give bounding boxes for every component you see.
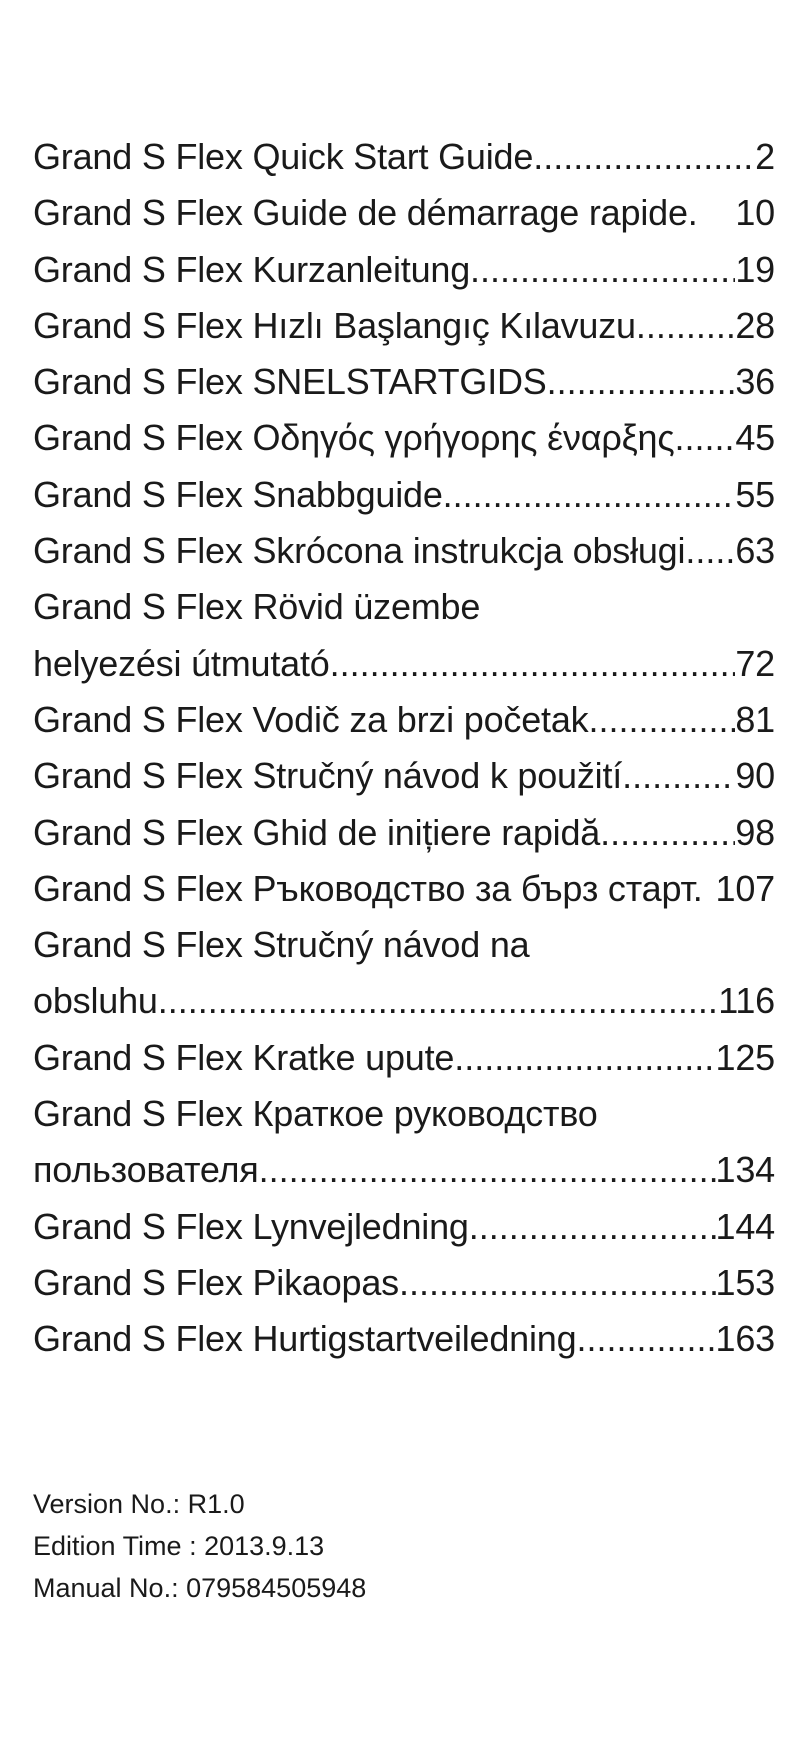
toc-entry [33,1311,775,1367]
toc-entry [33,579,775,635]
toc-entry [33,523,775,579]
toc-entry-title: Grand S Flex Lynvejledning [33,1205,469,1247]
toc-entry [33,973,775,1029]
toc-entry [33,861,775,917]
toc-page-number: 90 [735,755,775,797]
toc-leader-dots [330,636,736,692]
toc-entry-title: obsluhu [33,980,158,1022]
toc-entry-title: Grand S Flex Hurtigstartveiledning [33,1318,577,1360]
toc-entry-title: Grand S Flex Ghid de inițiere rapidă [33,811,601,853]
toc-page-number: 163 [715,1318,775,1360]
toc-entry-title: helyezési útmutató [33,642,330,684]
document-metadata [33,1483,366,1609]
toc-leader-dots [454,1030,715,1086]
toc-entry [33,242,775,298]
toc-entry [33,692,775,748]
toc-leader-dots [636,298,735,354]
toc-entry [33,1030,775,1086]
toc-entry [33,467,775,523]
toc-page-number: 10 [735,192,775,234]
toc-page-number: 36 [735,361,775,403]
toc-entry-title: Grand S Flex Pikaopas [33,1261,399,1303]
toc-leader-dots [675,410,736,466]
toc-entry [33,298,775,354]
toc-entry [33,185,775,241]
toc-leader-dots [470,242,735,298]
toc-entry-title: Grand S Flex Kratke upute [33,1036,455,1078]
toc-leader-dots [469,1199,716,1255]
toc-page-number: 81 [735,698,775,740]
toc-entry [33,1142,775,1198]
toc-entry [33,1086,775,1142]
toc-page-number: 98 [735,811,775,853]
toc-page-number: 153 [715,1261,775,1303]
toc-entry-title: Grand S Flex Vodič za brzi početak [33,698,589,740]
toc-entry-title: Grand S Flex Stručný návod k použití [33,755,623,797]
toc-entry [33,129,775,185]
toc-leader-dots [158,973,718,1029]
toc-entry-title: Grand S Flex Hızlı Başlangıç Kılavuzu [33,304,636,346]
toc-page-number: 55 [735,473,775,515]
toc-entry [33,917,775,973]
toc-entry-title: Grand S Flex Οδηγός γρήγορης έναρξης [33,417,675,459]
toc-page-number: 72 [735,642,775,684]
toc-leader-dots [547,354,736,410]
toc-leader-dots [685,523,735,579]
toc-entry-title: Grand S Flex SNELSTARTGIDS [33,361,547,403]
toc-page-number: 63 [735,530,775,572]
toc-page-number: 125 [715,1036,775,1078]
toc-entry [33,410,775,466]
toc-entry-title: Grand S Flex Quick Start Guide [33,136,534,177]
toc-entry [33,805,775,861]
toc-entry [33,748,775,804]
toc-entry-title: Grand S Flex Rövid üzembe [33,586,481,628]
toc-page-number: 144 [715,1205,775,1247]
toc-page-number: 134 [715,1149,775,1191]
toc-page-number: 2 [755,136,775,177]
toc-leader-dots [576,1311,715,1367]
toc-entry [33,636,775,692]
toc-page-number: 45 [735,417,775,459]
toc-entry-title: Grand S Flex Snabbguide [33,473,443,515]
toc-entry-title: Grand S Flex Ръководство за бърз старт. [33,867,703,909]
toc-entry [33,354,775,410]
toc-entry-title: Grand S Flex Skrócona instrukcja obsługi [33,530,686,572]
toc-leader-dots [443,467,736,523]
toc-entry-title: Grand S Flex Stručný návod na [33,924,530,966]
toc-leader-dots [399,1255,716,1311]
toc-page-number: 28 [735,304,775,346]
toc-leader-dots [622,748,735,804]
toc-entry-title: Grand S Flex Guide de démarrage rapide. [33,192,698,234]
toc-page-number: 107 [715,867,775,909]
toc-entry [33,1199,775,1255]
version-number: Version No.: R1.0 [33,1489,245,1519]
toc-leader-dots [533,129,755,185]
toc-leader-dots [588,692,735,748]
toc-leader-dots [259,1142,716,1198]
manual-number: Manual No.: 079584505948 [33,1573,367,1603]
toc-page-number: 116 [718,980,775,1022]
toc-entry [33,1255,775,1311]
toc-entry-title: пользователя [33,1149,259,1191]
table-of-contents [33,129,775,1368]
toc-page-number: 19 [735,248,775,290]
toc-leader-dots [600,805,735,861]
edition-time: Edition Time : 2013.9.13 [33,1531,325,1561]
toc-entry-title: Grand S Flex Kurzanleitung [33,248,471,290]
toc-entry-title: Grand S Flex Краткое руководство [33,1093,598,1135]
